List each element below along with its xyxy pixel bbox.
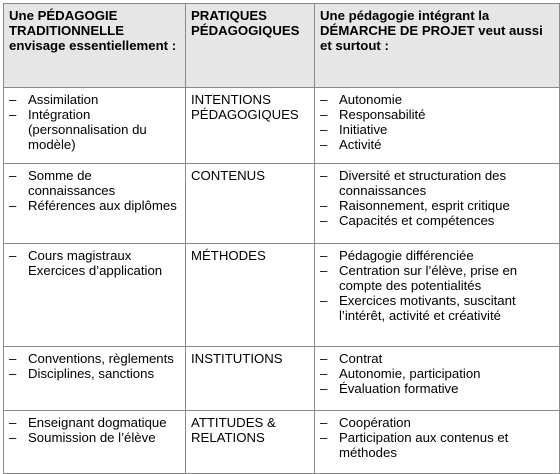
traditional-cell xyxy=(4,347,186,411)
list-item: – Autonomie, participation xyxy=(320,366,481,381)
practice-label: ATTITUDES & RELATIONS xyxy=(186,411,315,474)
table-row xyxy=(4,88,560,164)
list-item: Exercices d’application xyxy=(28,263,163,278)
list-item: – Participation aux contenus et méthodes xyxy=(320,430,509,460)
project-cell xyxy=(315,164,560,244)
list-item: – Contrat xyxy=(320,351,383,366)
list-item: – Autonomie xyxy=(320,92,403,107)
traditional-cell xyxy=(4,164,186,244)
list-item: – Disciplines, sanctions xyxy=(9,366,155,381)
list-item: – Évaluation formative xyxy=(320,381,459,396)
list-item: – Cours magistraux xyxy=(9,248,132,263)
list-item: – Soumission de l’élève xyxy=(9,430,156,445)
list-item: – Coopération xyxy=(320,415,411,430)
project-cell xyxy=(315,411,560,474)
practice-label: INTENTIONS PÉDAGOGIQUES xyxy=(186,88,315,164)
list-item: – Capacités et compétences xyxy=(320,213,495,228)
practice-label: INSTITUTIONS xyxy=(186,347,315,411)
table-row xyxy=(4,164,560,244)
practice-label: CONTENUS xyxy=(186,164,315,244)
list-item: – Intégration (personnalisation du modèle) xyxy=(9,107,147,152)
table-row xyxy=(4,244,560,347)
list-item: – Responsabilité xyxy=(320,107,426,122)
project-cell xyxy=(315,88,560,164)
traditional-cell xyxy=(4,411,186,474)
list-item: – Centration sur l’élève, prise en compte des potentialités xyxy=(320,263,518,293)
list-item: – Activité xyxy=(320,137,382,152)
project-cell xyxy=(315,347,560,411)
pedagogy-comparison-table xyxy=(3,3,560,474)
header-row xyxy=(4,4,560,88)
table-row xyxy=(4,411,560,474)
list-item: – Références aux diplômes xyxy=(9,198,177,213)
traditional-cell xyxy=(4,244,186,347)
header-traditional: Une PÉDAGOGIE TRADITIONNELLE envisage essentiellement : xyxy=(4,4,186,88)
list-item: – Pédagogie différenciée xyxy=(320,248,474,263)
list-item: – Somme de connaissances xyxy=(9,168,116,198)
list-item: – Initiative xyxy=(320,122,388,137)
list-item: – Diversité et structuration des connaissances xyxy=(320,168,507,198)
list-item: – Exercices motivants, suscitant l’intérêt, activité et créativité xyxy=(320,293,516,323)
project-cell xyxy=(315,244,560,347)
list-item: – Assimilation xyxy=(9,92,99,107)
header-practices: PRATIQUES PÉDAGOGIQUES xyxy=(186,4,315,88)
practice-label: MÉTHODES xyxy=(186,244,315,347)
list-item: – Raisonnement, esprit critique xyxy=(320,198,510,213)
list-item: – Conventions, règlements xyxy=(9,351,174,366)
table-row xyxy=(4,347,560,411)
traditional-cell xyxy=(4,88,186,164)
header-project: Une pédagogie intégrant la DÉMARCHE DE PROJET veut aussi et surtout : xyxy=(315,4,560,88)
list-item: – Enseignant dogmatique xyxy=(9,415,167,430)
